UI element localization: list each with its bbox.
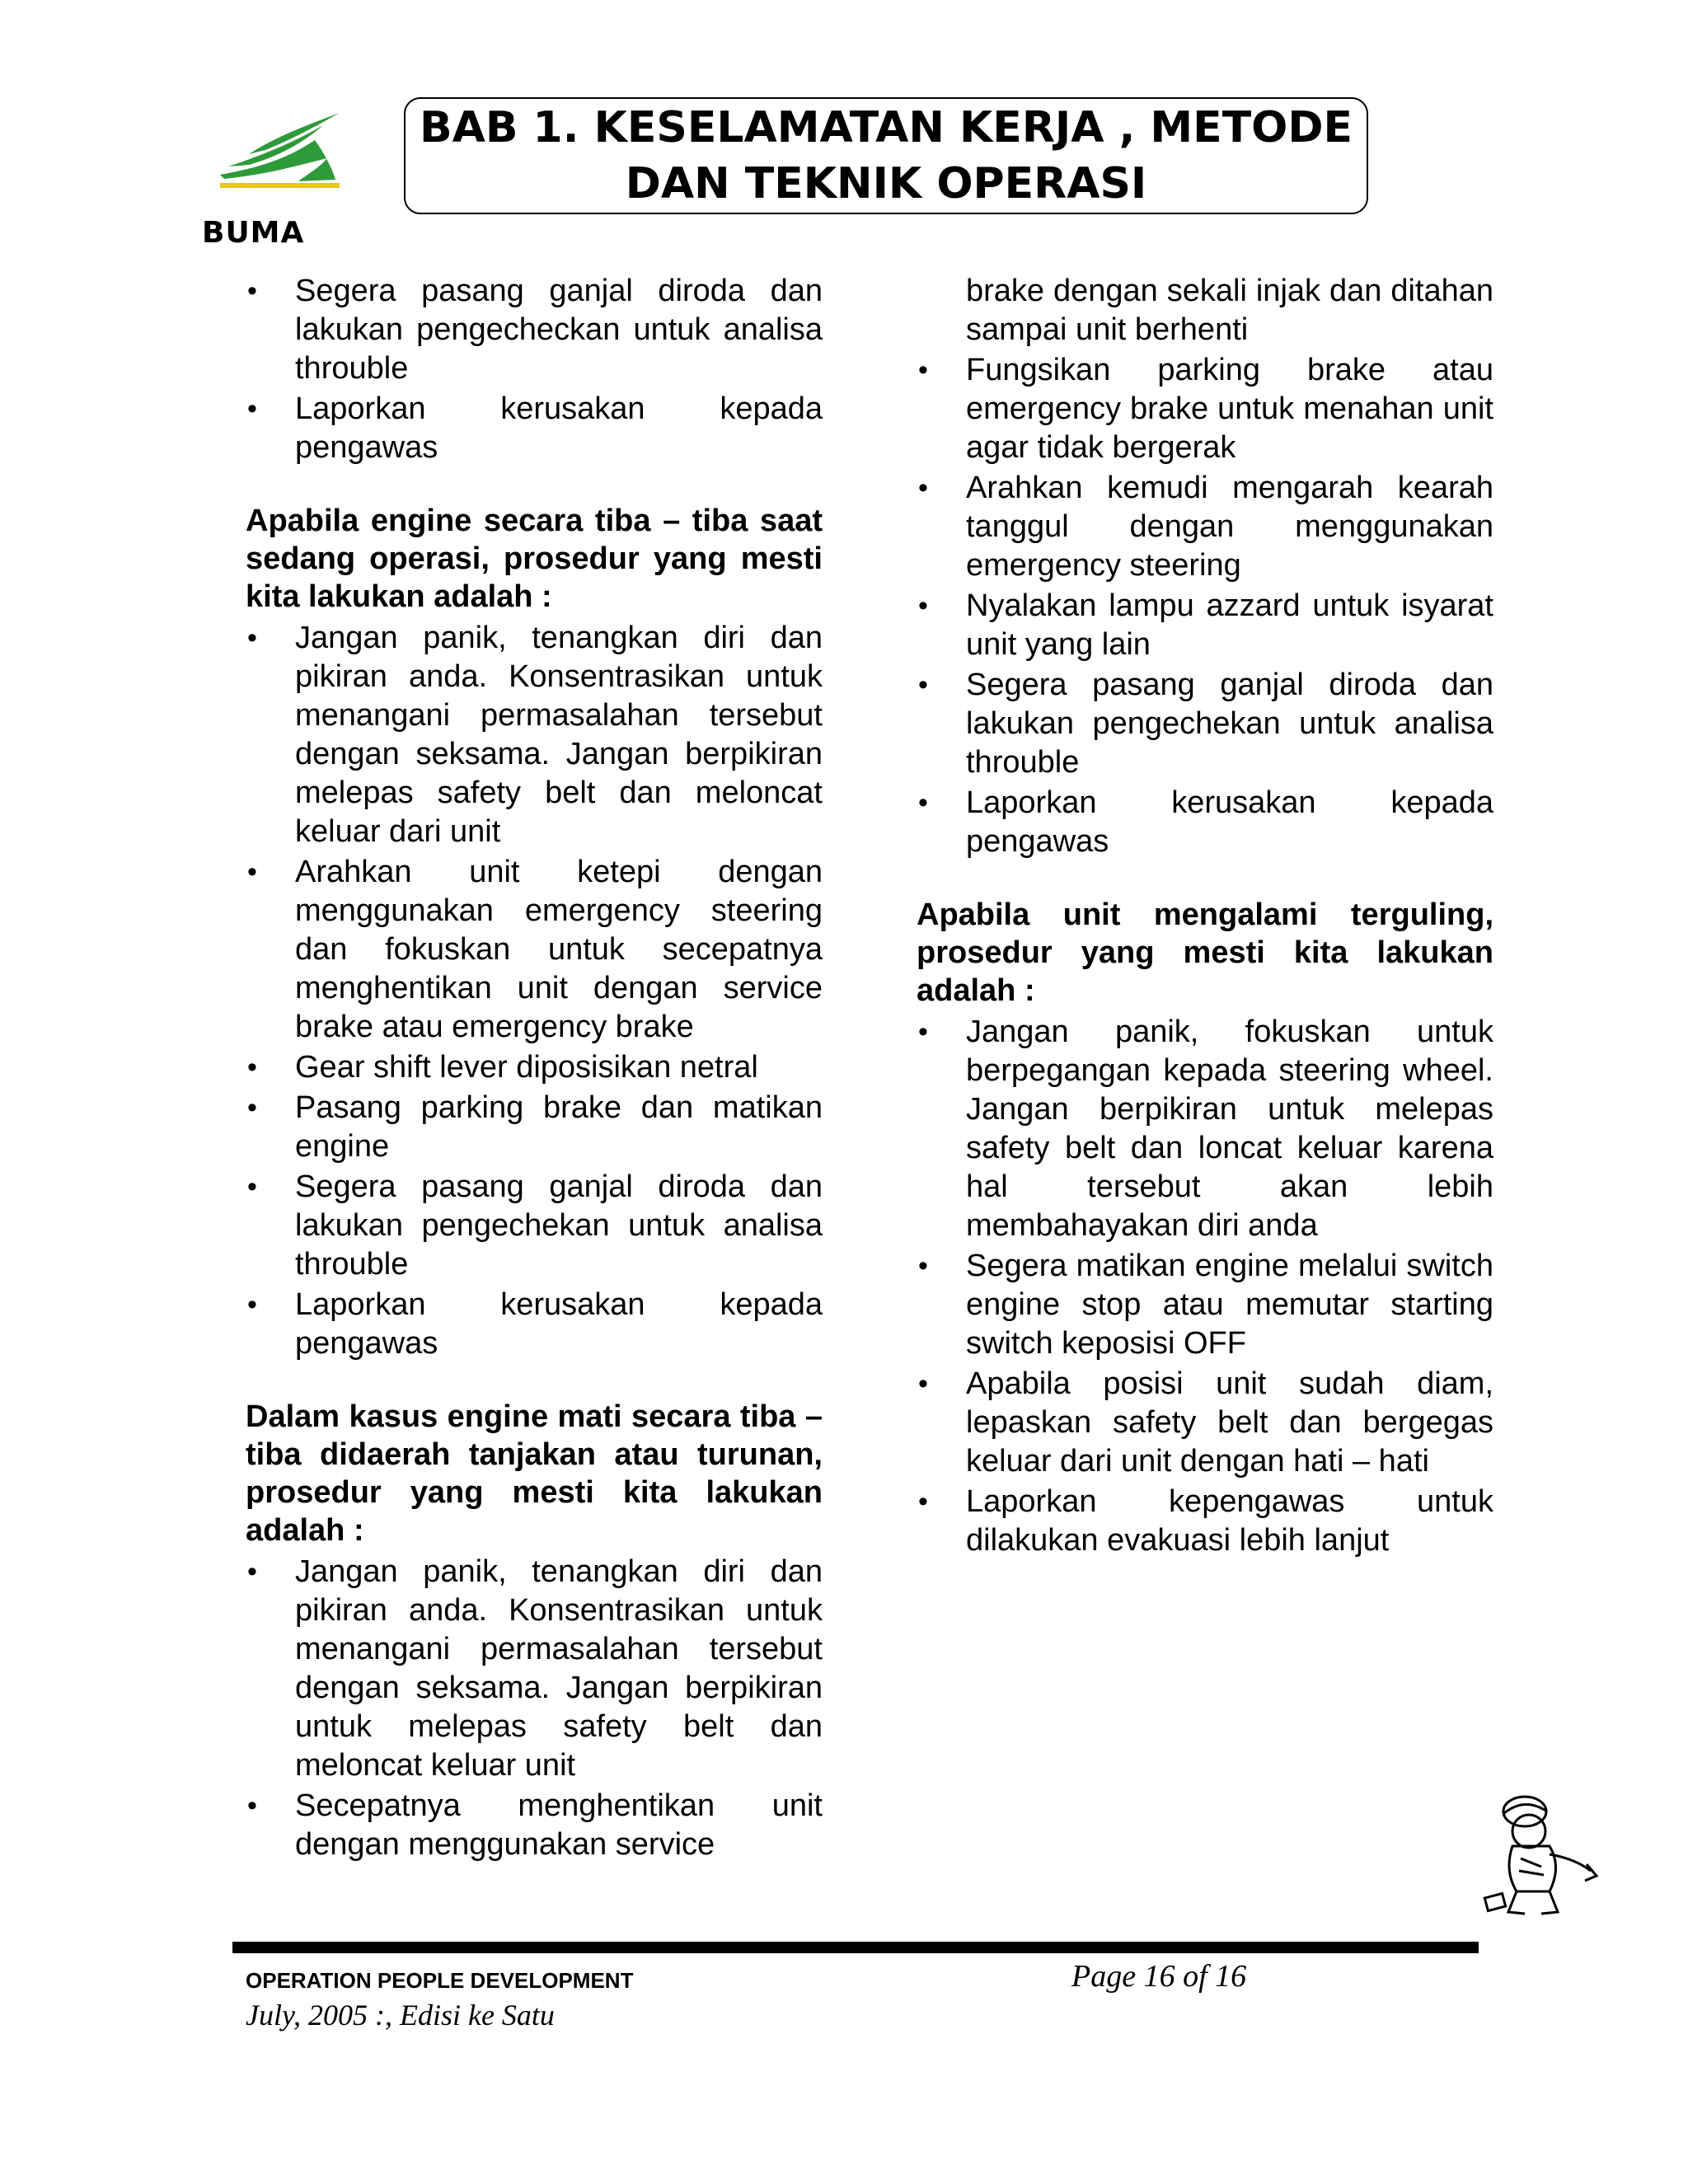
section-heading: Apabila engine secara tiba – tiba saat sedang operasi, prosedur yang mesti kita lakukan adalah : — [246, 504, 823, 614]
footer-rule — [232, 1942, 1479, 1953]
bullet-icon: • — [247, 1556, 257, 1587]
bullet-icon: • — [247, 1052, 257, 1083]
chapter-title-box — [404, 97, 1368, 214]
footer-date: July, 2005 :, Edisi ke Satu — [246, 1999, 555, 2032]
footer-org: OPERATION PEOPLE DEVELOPMENT — [246, 1968, 634, 1993]
bullet-icon: • — [918, 787, 928, 818]
intro-list — [246, 272, 823, 467]
right-column — [917, 272, 1493, 1562]
section-heading: Apabila unit mengalami terguling, prosedur yang mesti kita lakukan adalah : — [917, 898, 1493, 1008]
bullet-icon: • — [918, 1486, 928, 1517]
bullet-icon: • — [247, 1790, 257, 1821]
list-item: • Segera pasang ganjal diroda dan lakukan pengechekan untuk analisa throuble — [247, 1169, 823, 1282]
list-item: • Laporkan kepengawas untuk dilakukan evakuasi lebih lanjut — [918, 1484, 1493, 1558]
list-item: • Jangan panik, fokuskan untuk berpegangan kepada steering wheel. Jangan berpikiran untuk melepas safety belt dan loncat keluar karena hal tersebut akan lebih membahayakan diri anda — [918, 1015, 1493, 1243]
list-item: • Pasang parking brake dan matikan engine — [247, 1090, 823, 1164]
left-column — [246, 272, 823, 1866]
list-item: • Secepatnya menghentikan unit dengan menggunakan service — [247, 1788, 823, 1862]
chapter-title-line1: BAB 1. KESELAMATAN KERJA , METODE — [419, 103, 1353, 152]
list-item: • Apabila posisi unit sudah diam, lepaskan safety belt dan bergegas keluar dari unit dengan hati – hati — [918, 1366, 1493, 1479]
bullet-icon: • — [247, 622, 257, 654]
bullet-icon: • — [247, 1289, 257, 1320]
chapter-title-line2: DAN TEKNIK OPERASI — [625, 159, 1147, 209]
list-item: • Laporkan kerusakan kepada pengawas — [247, 391, 823, 465]
list-item: • Arahkan unit ketepi dengan menggunakan emergency steering dan fokuskan untuk secepatnya menghentikan unit dengan service brake atau emergency brake — [247, 855, 823, 1044]
section-heading: Dalam kasus engine mati secara tiba – tiba didaerah tanjakan atau turunan, prosedur yang mesti kita lakukan adalah : — [246, 1399, 823, 1548]
buma-logo-icon — [216, 109, 356, 193]
list-item: • Jangan panik, tenangkan diri dan pikiran anda. Konsentrasikan untuk menangani permasalahan tersebut dengan seksama. Jangan berpikiran melepas safety belt dan meloncat keluar dari unit — [247, 621, 823, 849]
section3-list — [917, 1013, 1493, 1560]
bullet-icon: • — [918, 1250, 928, 1282]
bullet-icon: • — [918, 590, 928, 621]
list-item: • Arahkan kemudi mengarah kearah tanggul dengan menggunakan emergency steering — [918, 471, 1493, 583]
bullet-icon: • — [247, 856, 257, 888]
bullet-icon: • — [918, 1016, 928, 1047]
list-item: • Segera pasang ganjal diroda dan lakukan pengechekan untuk analisa throuble — [918, 668, 1493, 780]
bullet-icon: • — [247, 1171, 257, 1202]
bullet-icon: • — [918, 669, 928, 701]
list-item: • Laporkan kerusakan kepada pengawas — [247, 1287, 823, 1361]
page-number: Page 16 of 16 — [1071, 1959, 1247, 1994]
list-item: • Nyalakan lampu azzard untuk isyarat unit yang lain — [918, 588, 1493, 662]
bullet-icon: • — [247, 275, 257, 307]
worker-mascot-icon — [1479, 1788, 1603, 1929]
list-item: • Fungsikan parking brake atau emergency brake untuk menahan unit agar tidak bergerak — [918, 353, 1493, 465]
list-item: • Jangan panik, tenangkan diri dan pikiran anda. Konsentrasikan untuk menangani permasalahan tersebut dengan seksama. Jangan berpikiran untuk melepas safety belt dan meloncat keluar unit — [247, 1554, 823, 1783]
continued-list — [917, 272, 1493, 861]
list-item: • Laporkan kerusakan kepada pengawas — [918, 785, 1493, 859]
section1-list — [246, 619, 823, 1363]
list-item: • Gear shift lever diposisikan netral — [246, 1048, 823, 1087]
section2-list — [246, 1553, 823, 1864]
list-item-continued: brake dengan sekali injak dan ditahan sampai unit berhenti — [966, 274, 1493, 347]
bullet-icon: • — [918, 472, 928, 504]
bullet-icon: • — [247, 1092, 257, 1123]
brand-name: BUMA — [202, 216, 305, 250]
list-item: • Segera pasang ganjal diroda dan lakukan pengecheckan untuk analisa throuble — [247, 274, 823, 386]
bullet-icon: • — [918, 354, 928, 386]
bullet-icon: • — [247, 393, 257, 424]
bullet-icon: • — [918, 1368, 928, 1399]
list-item: • Segera matikan engine melalui switch engine stop atau memutar starting switch keposisi OFF — [918, 1249, 1493, 1361]
